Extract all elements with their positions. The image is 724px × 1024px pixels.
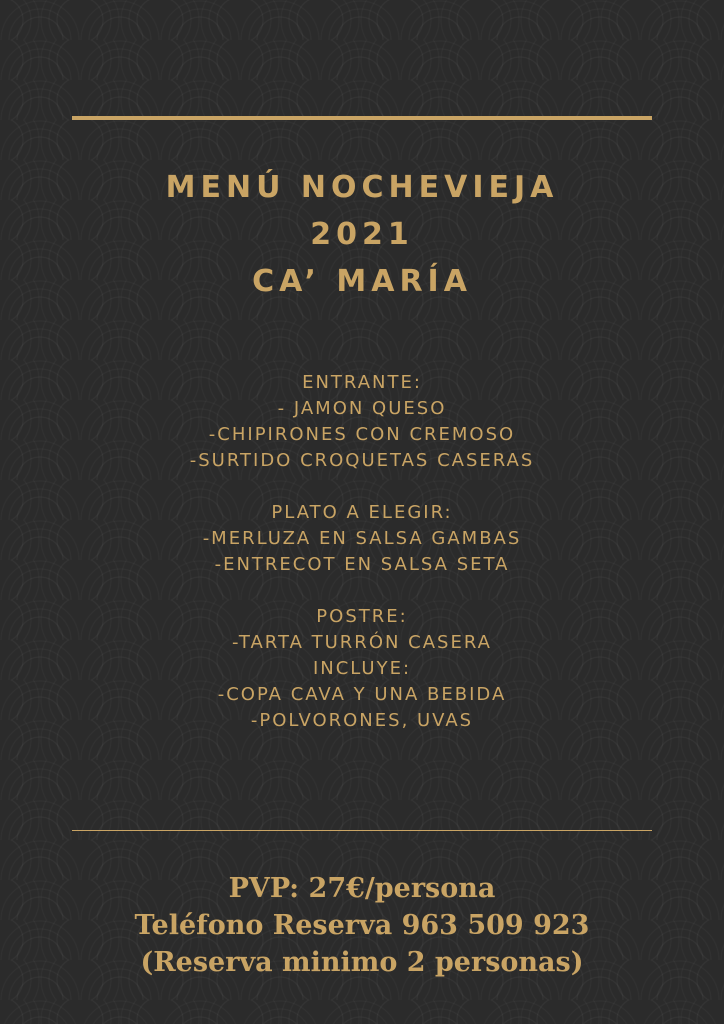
bottom-divider [72, 830, 652, 831]
menu-item: -ENTRECOT EN SALSA SETA [214, 554, 510, 575]
phone-text: Teléfono Reserva 963 509 923 [134, 910, 590, 941]
section-incluye [0, 656, 724, 734]
section-entrante [0, 370, 724, 474]
section-heading-entrante: ENTRANTE: [302, 372, 422, 393]
section-heading-postre: POSTRE: [316, 606, 408, 627]
footer-info [0, 870, 724, 981]
menu-item: -CHIPIRONES CON CREMOSO [208, 424, 516, 445]
title-line-2: 2021 [310, 217, 414, 252]
reservation-note: (Reserva minimo 2 personas) [140, 947, 584, 978]
top-divider [72, 116, 652, 120]
section-postre [0, 604, 724, 656]
price-text: PVP: 27€/persona [228, 873, 496, 904]
menu-item: -COPA CAVA Y UNA BEBIDA [217, 684, 507, 705]
menu-item: -TARTA TURRÓN CASERA [232, 632, 492, 653]
title-line-1: MENÚ NOCHEVIEJA [165, 170, 559, 205]
menu-item: - JAMON QUESO [277, 398, 447, 419]
menu-content [0, 370, 724, 734]
title-line-3: CA’ MARÍA [252, 264, 472, 299]
menu-item: -POLVORONES, UVAS [250, 710, 474, 731]
section-heading-plato: PLATO A ELEGIR: [271, 502, 453, 523]
section-heading-incluye: INCLUYE: [312, 658, 412, 679]
menu-item: -MERLUZA EN SALSA GAMBAS [202, 528, 522, 549]
menu-item: -SURTIDO CROQUETAS CASERAS [189, 450, 535, 471]
menu-title [0, 164, 724, 305]
section-plato [0, 500, 724, 578]
